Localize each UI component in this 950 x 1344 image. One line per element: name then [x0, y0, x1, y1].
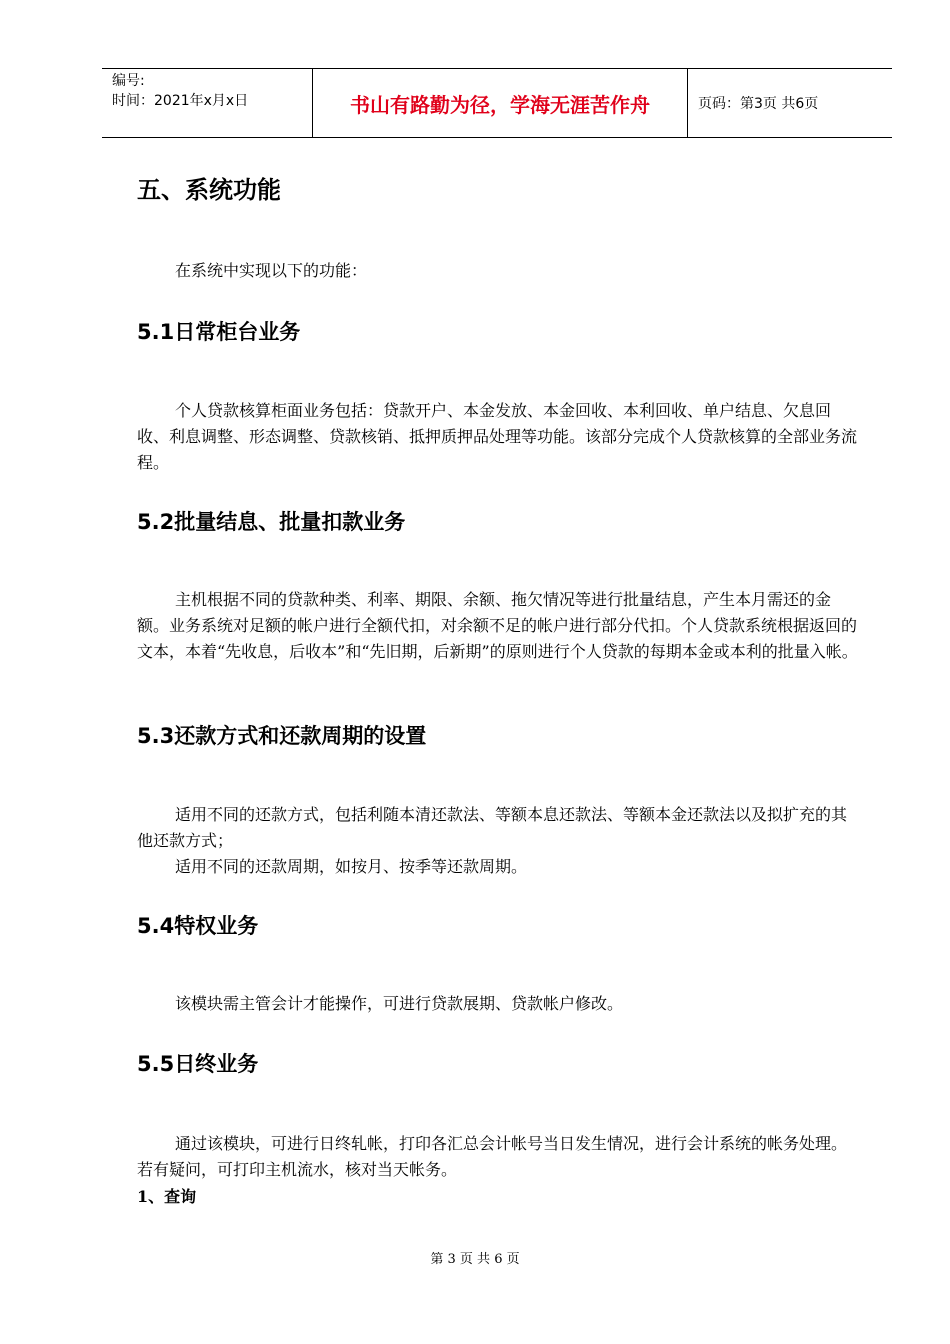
header-page-info: 页码：第3页 共6页	[698, 96, 819, 112]
section-5-3-title: 5.3还款方式和还款周期的设置	[137, 724, 427, 748]
page-footer: 第 3 页 共 6 页	[430, 1252, 520, 1267]
section-heading: 五、系统功能	[137, 176, 281, 204]
section-5-3-paragraph-2: 适用不同的还款周期，如按月、按季等还款周期。	[175, 857, 528, 876]
section-5-4-title: 5.4特权业务	[137, 914, 259, 938]
intro-text: 在系统中实现以下的功能：	[175, 261, 368, 280]
subheading-query: 1、查询	[137, 1187, 197, 1206]
header-motto: 书山有路勤为径，学海无涯苦作舟	[313, 69, 688, 137]
section-5-1-paragraph: 个人贷款核算柜面业务包括：贷款开户、本金发放、本金回收、本利回收、单户结息、欠息回收、利息调整、形态调整、贷款核销、抵押质押品处理等功能。该部分完成个人贷款核算的全部业务流程。	[137, 401, 858, 472]
section-5-2-paragraph: 主机根据不同的贷款种类、利率、期限、余额、拖欠情况等进行批量结息，产生本月需还的金额。业务系统对足额的帐户进行全额代扣，对余额不足的帐户进行部分代扣。个人贷款系统根据返回的文本，本着“先收息，后收本”和“先旧期，后新期”的原则进行个人贷款的每期本金或本利的批量入帐。	[137, 590, 858, 661]
section-5-4-paragraph: 该模块需主管会计才能操作，可进行贷款展期、贷款帐户修改。	[175, 994, 624, 1013]
header-date: 时间：2021年x月x日	[112, 93, 249, 109]
section-5-5-paragraph: 通过该模块，可进行日终轧帐，打印各汇总会计帐号当日发生情况，进行会计系统的帐务处理。若有疑问，可打印主机流水，核对当天帐务。	[137, 1134, 848, 1179]
header-meta	[102, 69, 313, 137]
page-header	[102, 68, 892, 138]
section-5-5-title: 5.5日终业务	[137, 1052, 259, 1076]
section-5-2-title: 5.2批量结息、批量扣款业务	[137, 510, 406, 534]
section-5-1-title: 5.1日常柜台业务	[137, 320, 301, 344]
header-number: 编号:	[112, 73, 145, 89]
section-5-3-paragraph-1: 适用不同的还款方式，包括利随本清还款法、等额本息还款法、等额本金还款法以及拟扩充的其他还款方式；	[137, 805, 848, 850]
